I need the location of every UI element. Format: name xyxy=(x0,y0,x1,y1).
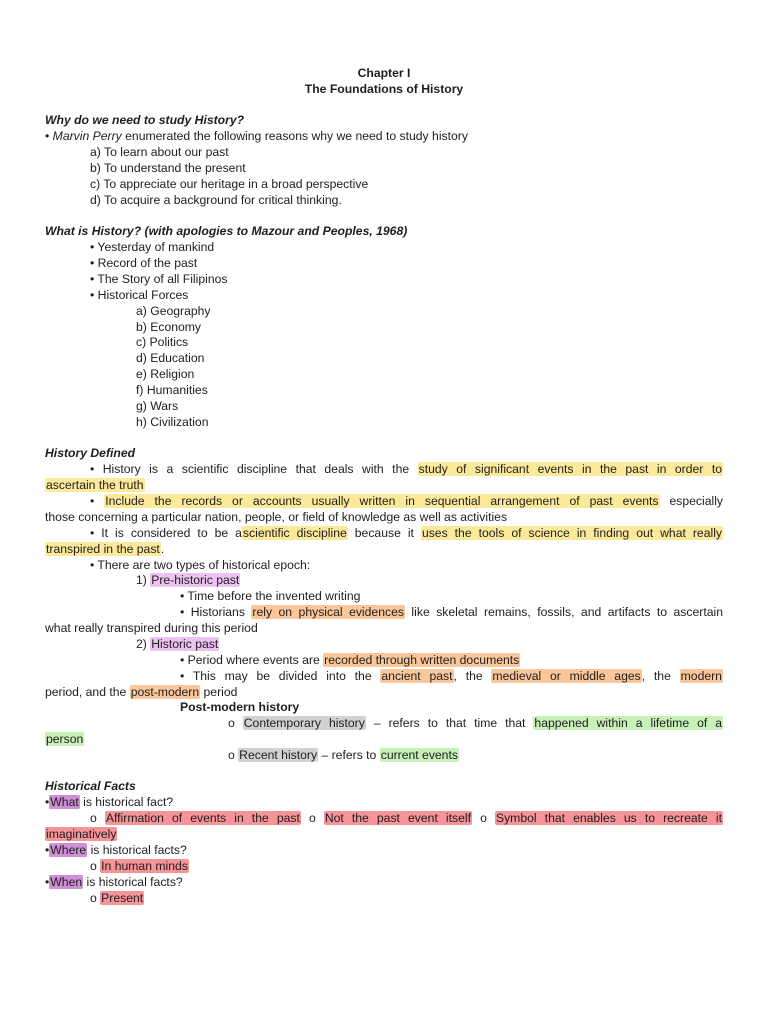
post-modern-heading: Post-modern history xyxy=(180,700,300,714)
highlight: Pre-historic past xyxy=(151,573,240,587)
text: o xyxy=(90,811,105,825)
list-item: h) Civilization xyxy=(136,415,209,429)
highlight: Not the past event itself xyxy=(324,811,471,825)
list-item: g) Wars xyxy=(136,399,179,413)
paragraph-line xyxy=(228,715,723,731)
highlight: study of significant events in the past in order to xyxy=(418,462,723,476)
text: o xyxy=(228,748,239,762)
paragraph-line xyxy=(45,541,723,557)
text: o xyxy=(90,859,101,873)
highlight: ancient past xyxy=(381,669,453,683)
list-item: a) To learn about our past xyxy=(90,145,229,159)
paragraph-line xyxy=(45,842,723,858)
highlight: Symbol that enables us to recreate it xyxy=(495,811,722,825)
bullet: • xyxy=(45,795,50,809)
text: , the xyxy=(641,669,680,683)
epoch-pre-historic xyxy=(136,572,723,588)
list-item: c) To appreciate our heritage in a broad perspective xyxy=(90,177,369,191)
paragraph-line: those concerning a particular nation, people, or field of knowledge as well as activities xyxy=(45,510,508,524)
highlight: person xyxy=(46,732,84,746)
highlight: medieval or middle ages xyxy=(492,669,641,683)
paragraph-line xyxy=(45,874,723,890)
text: 1) xyxy=(136,573,151,587)
highlight: happened within a lifetime of a xyxy=(534,716,722,730)
author-name: Marvin Perry xyxy=(52,129,122,143)
chapter-label: Chapter I xyxy=(357,66,411,80)
highlight: transpired in the past xyxy=(46,542,160,556)
highlight: Include the records or accounts usually written in sequential arrangement of past events xyxy=(105,494,659,508)
epoch-historic xyxy=(136,636,723,652)
text: • Period where events are xyxy=(180,653,324,667)
paragraph-line xyxy=(45,731,723,747)
bullet: • xyxy=(45,843,50,857)
text: • Historians xyxy=(180,605,252,619)
bullet: • xyxy=(90,494,95,508)
text: , the xyxy=(453,669,492,683)
text: – refers to that time that xyxy=(365,716,534,730)
bullet: • xyxy=(45,129,50,143)
paragraph-line: • Time before the invented writing xyxy=(180,589,361,603)
paragraph-line xyxy=(45,493,723,509)
paragraph-line xyxy=(180,652,723,668)
what-heading: What is History? (with apologies to Mazour and Peoples, 1968) xyxy=(45,224,408,238)
text: because it xyxy=(347,526,421,540)
highlight: imaginatively xyxy=(46,827,117,841)
highlight: Present xyxy=(101,891,144,905)
text: period xyxy=(200,685,238,699)
highlight: Contemporary history xyxy=(243,716,365,730)
chapter-title: The Foundations of History xyxy=(304,82,464,96)
highlight: recorded through written documents xyxy=(324,653,520,667)
paragraph-line xyxy=(45,477,723,493)
paragraph-line xyxy=(45,461,723,477)
text: – refers to xyxy=(318,748,380,762)
text: is historical facts? xyxy=(83,875,183,889)
paragraph-line xyxy=(180,604,723,620)
list-item: f) Humanities xyxy=(136,383,208,397)
list-item: e) Religion xyxy=(136,367,195,381)
highlight: current events xyxy=(380,748,458,762)
text: • This may be divided into the xyxy=(180,669,381,683)
text: o xyxy=(472,811,495,825)
list-item: • Yesterday of mankind xyxy=(90,240,215,254)
paragraph-line: • There are two types of historical epoch: xyxy=(90,558,311,572)
list-item: • Record of the past xyxy=(90,256,198,270)
paragraph-line: what really transpired during this period xyxy=(45,621,258,635)
text: period, and the xyxy=(45,685,130,699)
paragraph-line xyxy=(90,810,723,826)
list-item: b) To understand the present xyxy=(90,161,246,175)
text: o xyxy=(90,891,101,905)
highlight: post-modern xyxy=(130,685,200,699)
bullet: • xyxy=(45,875,50,889)
paragraph-line xyxy=(45,525,723,541)
highlight: Recent history xyxy=(239,748,318,762)
paragraph-line xyxy=(228,747,723,763)
highlight: Historic past xyxy=(151,637,219,651)
list-item: c) Politics xyxy=(136,335,189,349)
paragraph-line xyxy=(180,668,723,684)
list-item: • Historical Forces xyxy=(90,288,189,302)
highlight: modern xyxy=(680,669,722,683)
text: o xyxy=(228,716,243,730)
text: • History is a scientific discipline that deals with the xyxy=(90,462,418,476)
text: is historical facts? xyxy=(87,843,187,857)
defined-heading: History Defined xyxy=(45,446,136,460)
highlight: When xyxy=(50,875,83,889)
list-item: b) Economy xyxy=(136,320,202,334)
text: • It is considered to be a xyxy=(90,526,242,540)
highlight: scientific discipline xyxy=(242,526,347,540)
list-item: d) Education xyxy=(136,351,205,365)
highlight: ascertain the truth xyxy=(46,478,144,492)
highlight: Where xyxy=(50,843,87,857)
list-item: d) To acquire a background for critical thinking. xyxy=(90,193,342,207)
list-item: a) Geography xyxy=(136,304,211,318)
text: o xyxy=(300,811,324,825)
text: is historical fact? xyxy=(79,795,174,809)
paragraph-line xyxy=(90,858,723,874)
paragraph-line xyxy=(45,794,723,810)
paragraph-line xyxy=(90,890,723,906)
highlight: What xyxy=(50,795,79,809)
text: 2) xyxy=(136,637,151,651)
text: . xyxy=(160,542,165,556)
paragraph-line xyxy=(45,826,723,842)
highlight: uses the tools of science in finding out what really xyxy=(421,526,722,540)
why-heading: Why do we need to study History? xyxy=(45,113,245,127)
highlight: rely on physical evidences xyxy=(252,605,404,619)
list-item: • The Story of all Filipinos xyxy=(90,272,228,286)
why-intro xyxy=(45,128,723,144)
highlight: In human minds xyxy=(101,859,188,873)
paragraph-line xyxy=(45,684,723,700)
why-intro-text: enumerated the following reasons why we need to study history xyxy=(121,129,468,143)
text: like skeletal remains, fossils, and artifacts to ascertain xyxy=(404,605,723,619)
facts-heading: Historical Facts xyxy=(45,779,136,793)
highlight: Affirmation of events in the past xyxy=(105,811,300,825)
text: especially xyxy=(659,494,724,508)
